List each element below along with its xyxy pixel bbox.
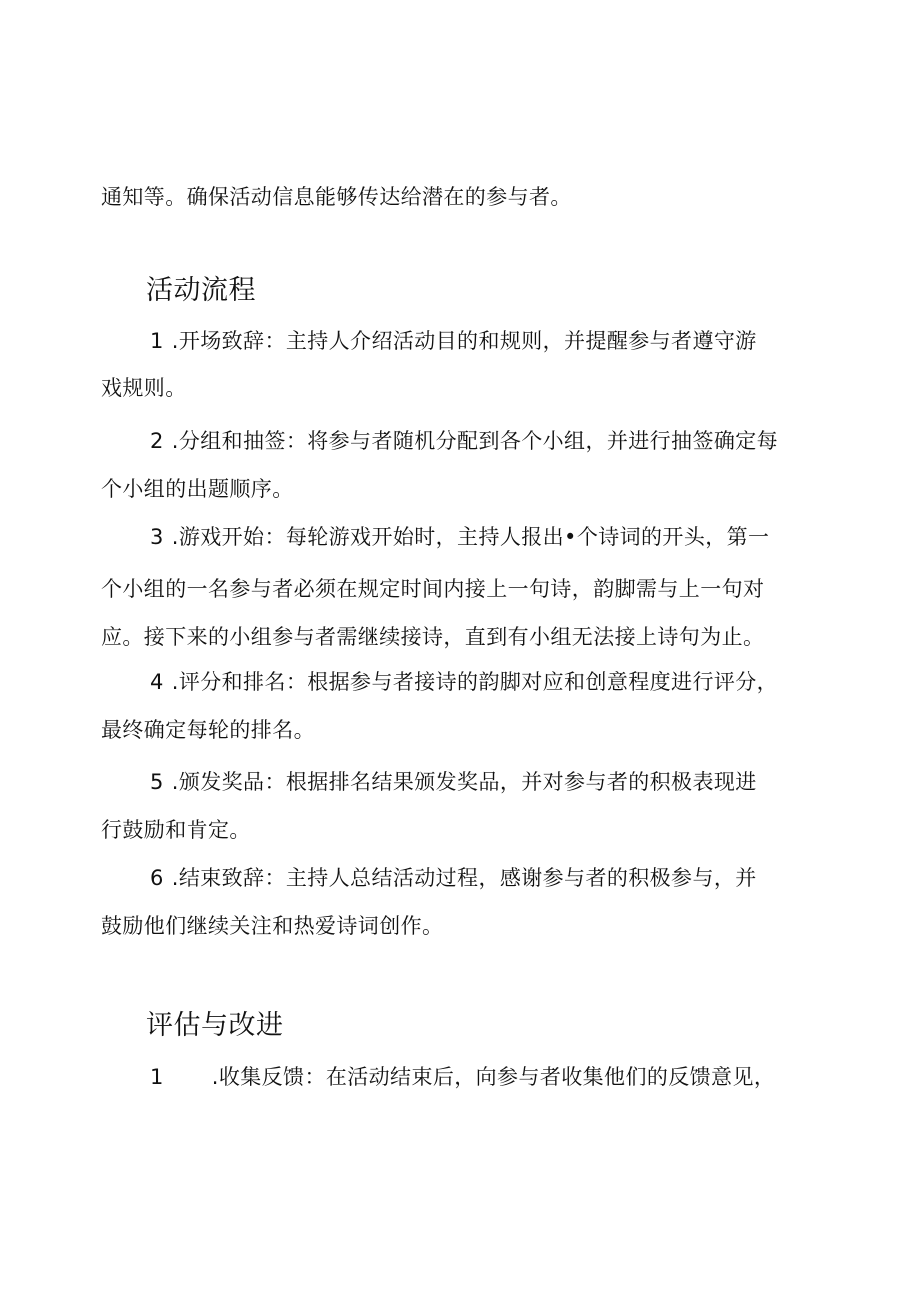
list-item-2-line-1 [150, 426, 778, 456]
list-item-text: .评分和排名：根据参与者接诗的韵脚对应和创意程度进行评分， [171, 670, 779, 694]
list-item-number: 4 [150, 670, 164, 694]
list-item-text: .分组和抽签：将参与者随机分配到各个小组，并进行抽签确定每 [171, 429, 779, 453]
list-item-text: .结束致辞：主持人总结活动过程，感谢参与者的积极参与，并 [171, 866, 757, 890]
intro-line: 通知等。确保活动信息能够传达给潜在的参与者。 [101, 185, 572, 209]
list-item-number: 2 [150, 429, 164, 453]
list-item-5-line-1 [150, 767, 757, 797]
list-item-1-line-1 [150, 326, 757, 356]
section-heading-process: 活动流程 [146, 275, 256, 306]
list-item-text: .收集反馈：在活动结束后，向参与者收集他们的反馈意见， [211, 1065, 776, 1089]
list-item-4-line-1 [150, 667, 778, 697]
list-item-3-line-2: 个小组的一名参与者必须在规定时间内接上一句诗，韵脚需与上一句对 [101, 577, 765, 601]
list-item-6-line-2: 鼓励他们继续关注和热爱诗词创作。 [101, 914, 444, 938]
list-item-number: 5 [150, 770, 164, 794]
eval-item-1-line-1 [150, 1062, 775, 1092]
list-item-3-line-3: 应。接下来的小组参与者需继续接诗，直到有小组无法接上诗句为止。 [101, 625, 765, 649]
list-item-1-line-2: 戏规则。 [101, 376, 187, 400]
list-item-2-line-2: 个小组的出题顺序。 [101, 477, 294, 501]
list-item-text: .颁发奖品：根据排名结果颁发奖品，并对参与者的积极表现进 [171, 770, 757, 794]
list-item-4-line-2: 最终确定每轮的排名。 [101, 718, 315, 742]
section-heading-evaluation: 评估与改进 [146, 1010, 284, 1041]
list-item-5-line-2: 行鼓励和肯定。 [101, 818, 251, 842]
list-item-number: 3 [150, 525, 164, 549]
list-item-text: .游戏开始：每轮游戏开始时，主持人报出•个诗词的开头，第一 [171, 525, 770, 549]
list-item-number: 1 [150, 329, 164, 353]
list-item-6-line-1 [150, 863, 757, 893]
list-item-number: 6 [150, 866, 164, 890]
list-item-3-line-1 [150, 522, 769, 552]
list-item-text: .开场致辞：主持人介绍活动目的和规则，并提醒参与者遵守游 [171, 329, 757, 353]
list-item-number: 1 [150, 1065, 164, 1089]
